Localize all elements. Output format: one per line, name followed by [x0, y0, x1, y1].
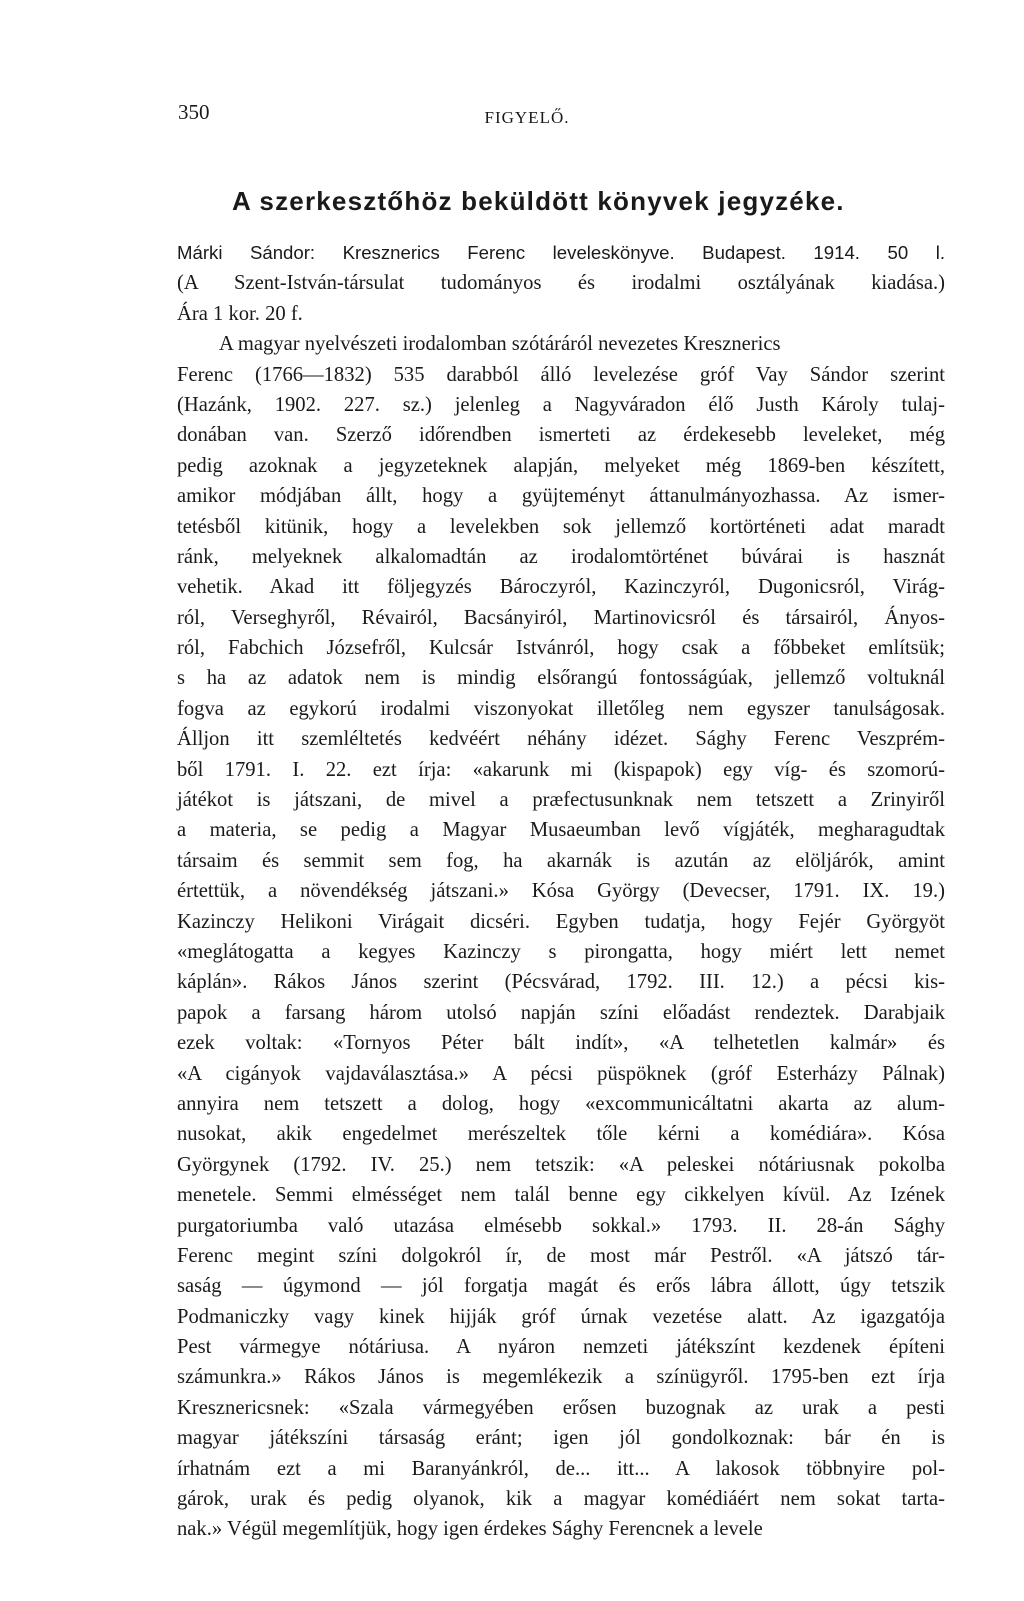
review-body — [177, 329, 945, 1545]
body-line: papok a farsang három utolsó napján színi előadást rendeztek. Darabjaik — [177, 1001, 945, 1024]
body-line: értettük, a növendékség játszani.» Kósa György (Devecser, 1791. IX. 19.) — [177, 880, 945, 903]
body-line: ből 1791. I. 22. ezt írja: «akarunk mi (kispapok) egy víg- és szomorú- — [177, 758, 945, 781]
body-line: társaim és semmit sem fog, ha akarnák is azután az elöljárók, amint — [177, 849, 945, 872]
body-line: amikor módjában állt, hogy a gyüjteményt áttanulmányozhassa. Az ismer- — [177, 485, 945, 508]
body-line: gárok, urak és pedig olyanok, kik a magyar komédiáért nem sokat tarta- — [177, 1488, 945, 1511]
body-line: pedig azoknak a jegyzeteknek alapján, melyeket még 1869-ben készített, — [177, 454, 945, 477]
running-head: FIGYELŐ. — [484, 108, 570, 127]
body-line: nak.» Végül megemlítjük, hogy igen érdekes Sághy Ferencnek a levele — [177, 1518, 763, 1541]
body-line: játékot is játszani, de mivel a præfectusunknak nem tetszett a Zrinyiről — [177, 789, 945, 812]
body-line: ról, Fabchich Józsefről, Kulcsár Istvánról, hogy csak a főbbeket említsük; — [177, 637, 945, 660]
body-line: tetésből kitünik, hogy a levelekben sok jellemző kortörténeti adat maradt — [177, 515, 945, 538]
body-line: ról, Verseghyről, Révairól, Bacsányiról, Martinovicsról és társairól, Ányos- — [177, 606, 945, 629]
body-line: Álljon itt szemléltetés kedvéért néhány idézet. Sághy Ferenc Veszprém- — [177, 728, 945, 751]
body-line: Pest vármegye nótáriusa. A nyáron nemzeti játékszínt kezdenek építeni — [177, 1336, 945, 1359]
body-line: a materia, se pedig a Magyar Musaeumban levő vígjáték, megharagudtak — [177, 819, 945, 842]
body-line: ránk, melyeknek alkalomadtán az irodalomtörténet búvárai is hasznát — [177, 545, 945, 568]
body-line: számunkra.» Rákos János is megemlékezik a színügyről. 1795-ben ezt írja — [177, 1366, 945, 1389]
body-line: A magyar nyelvészeti irodalomban szótáráról nevezetes Kresznerics — [219, 333, 781, 356]
body-line: fogva az egykorú irodalmi viszonyokat illetőleg nem egyszer tanulságosak. — [177, 697, 945, 720]
body-line: «A cigányok vajdaválasztása.» A pécsi püspöknek (gróf Esterházy Pálnak) — [177, 1062, 945, 1085]
body-line: Podmaniczky vagy kinek hijják gróf úrnak vezetése alatt. Az igazgatója — [177, 1305, 945, 1328]
bibliography-line: Ára 1 kor. 20 f. — [177, 302, 303, 325]
body-line: Ferenc megint színi dolgokról ír, de most már Pestről. «A játszó tár- — [177, 1244, 945, 1267]
body-line: «meglátogatta a kegyes Kazinczy s pirongatta, hogy miért lett nemet — [177, 940, 945, 963]
body-line: magyar játékszíni társaság eránt; igen jól gondolkoznak: bár én is — [177, 1427, 945, 1450]
body-line: (Hazánk, 1902. 227. sz.) jelenleg a Nagyváradon élő Justh Károly tulaj- — [177, 393, 945, 416]
bibliography-line: (A Szent-István-társulat tudományos és irodalmi osztályának kiadása.) — [177, 272, 945, 295]
body-line: donában van. Szerző időrendben ismerteti az érdekesebb leveleket, még — [177, 424, 945, 447]
body-line: menetele. Semmi elmésséget nem talál benne egy cikkelyen kívül. Az Izének — [177, 1184, 945, 1207]
body-line: annyira nem tetszett a dolog, hogy «excommunicáltatni akarta az alum- — [177, 1092, 945, 1115]
body-line: s ha az adatok nem is mindig elsőrangú fontosságúak, jellemző voltuknál — [177, 667, 945, 690]
body-line: Györgynek (1792. IV. 25.) nem tetszik: «A peleskei nótáriusnak pokolba — [177, 1153, 945, 1176]
section-title: A szerkesztőhöz beküldött könyvek jegyzéke. — [232, 186, 845, 216]
book-entry — [177, 238, 945, 1545]
bibliography-line: Márki Sándor: Kresznerics Ferenc leveleskönyve. Budapest. 1914. 50 l. — [177, 242, 945, 263]
body-line: írhatnám ezt a mi Baranyánkról, de... itt... A lakosok többnyire pol- — [177, 1457, 945, 1480]
body-line: ezek voltak: «Tornyos Péter bált indít», «A telhetetlen kalmár» és — [177, 1032, 945, 1055]
bibliography — [177, 238, 945, 329]
body-line: purgatoriumba való utazása elmésebb sokkal.» 1793. II. 28-án Sághy — [177, 1214, 945, 1237]
body-line: káplán». Rákos János szerint (Pécsvárad, 1792. III. 12.) a pécsi kis- — [177, 971, 945, 994]
body-line: saság — úgymond — jól forgatja magát és erős lábra állott, úgy tetszik — [177, 1275, 945, 1298]
body-line: Ferenc (1766—1832) 535 darabból álló levelezése gróf Vay Sándor szerint — [177, 363, 945, 386]
page-number: 350 — [178, 100, 210, 124]
body-line: nusokat, akik engedelmet merészeltek tőle kérni a komédiára». Kósa — [177, 1123, 945, 1146]
body-line: vehetik. Akad itt följegyzés Bároczyról, Kazinczyról, Dugonicsról, Virág- — [177, 576, 945, 599]
body-line: Kresznericsnek: «Szala vármegyében erősen buzognak az urak a pesti — [177, 1396, 945, 1419]
body-line: Kazinczy Helikoni Virágait dicséri. Egyben tudatja, hogy Fejér Györgyöt — [177, 910, 945, 933]
